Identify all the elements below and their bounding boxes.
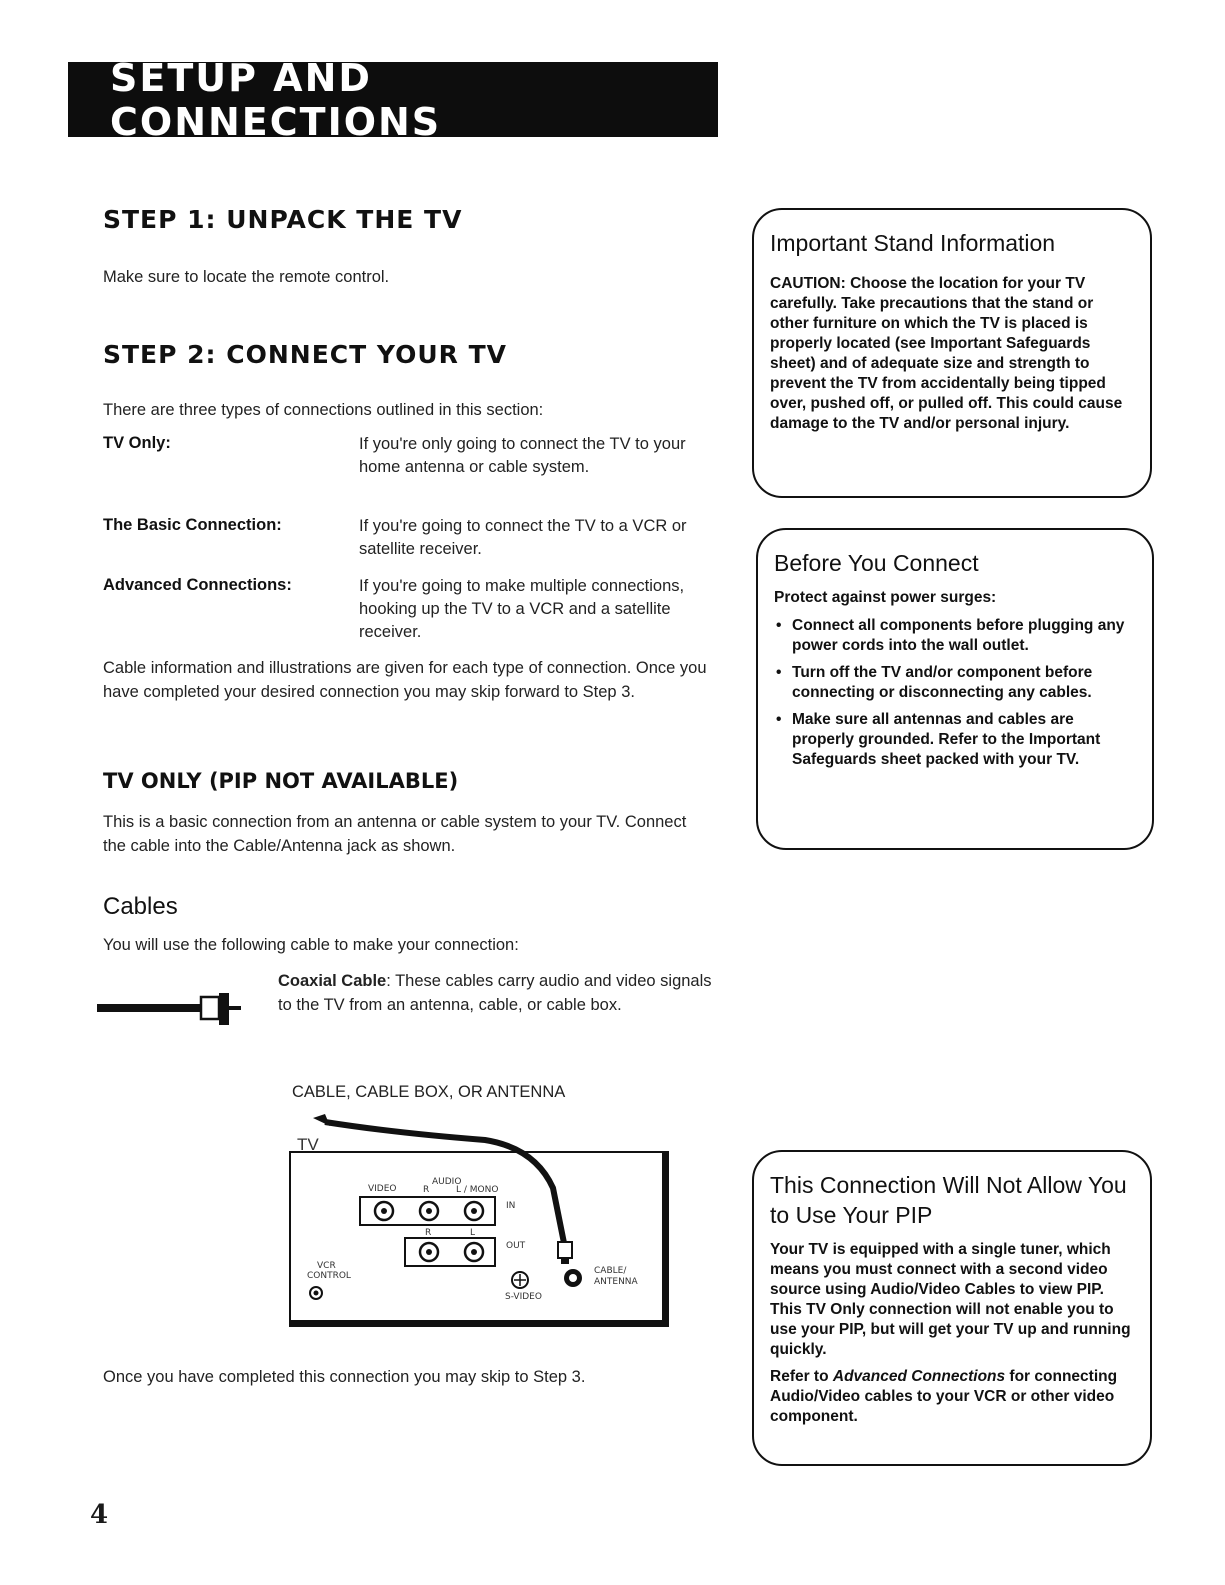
tv-only-text: This is a basic connection from an antenna or cable system to your TV. Connect the cable into the Cable/Antenna jack as shown. (103, 813, 687, 855)
vcr-control-label-2: CONTROL (307, 1271, 351, 1281)
out-label: OUT (506, 1241, 526, 1251)
pip-warning-refer (770, 1367, 1134, 1427)
coax-label: Coaxial Cable (278, 972, 387, 990)
connection-desc-tv-only: If you're only going to connect the TV to your home antenna or cable system. (359, 435, 686, 476)
out-r-label: R (425, 1228, 432, 1238)
step1-heading: STEP 1: UNPACK THE TV (103, 205, 463, 234)
before-connect-list (774, 616, 1136, 770)
connection-label-advanced: Advanced Connections: (103, 576, 292, 594)
video-in-jack-icon (375, 1202, 393, 1220)
stand-info-title: Important Stand Information (770, 230, 1056, 256)
step2-heading: STEP 2: CONNECT YOUR TV (103, 340, 508, 369)
s-video-label: S-VIDEO (505, 1292, 542, 1302)
audio-l-out-jack-icon (465, 1243, 483, 1261)
before-connect-box (756, 528, 1154, 850)
footer-text: Once you have completed this connection you may skip to Step 3. (103, 1368, 586, 1386)
before-connect-title: Before You Connect (774, 550, 979, 576)
section-title: SETUP AND CONNECTIONS (110, 55, 442, 144)
stand-info-box (752, 208, 1152, 498)
list-item: • Turn off the TV and/or component before connecting or disconnecting any cables. (774, 663, 1136, 703)
coax-text: : These cables carry audio and video signals to the TV from an antenna, cable, or cable box. (278, 972, 712, 1014)
list-item: • Connect all components before plugging any power cords into the wall outlet. (774, 616, 1136, 656)
audio-r-in-jack-icon (420, 1202, 438, 1220)
audio-r-out-jack-icon (420, 1243, 438, 1261)
audio-r-label: R (423, 1185, 430, 1195)
out-l-label: L (470, 1228, 476, 1238)
coaxial-cable-icon (97, 985, 247, 1035)
cable-antenna-jack-icon (564, 1269, 582, 1287)
diagram-source-label: CABLE, CABLE BOX, OR ANTENNA (292, 1083, 566, 1101)
cable-antenna-label-2: ANTENNA (594, 1277, 638, 1287)
step2-outro: Cable information and illustrations are given for each type of connection. Once you have completed your desired connection you may skip forward to Step 3. (103, 659, 707, 701)
step2-intro: There are three types of connections outlined in this section: (103, 401, 544, 419)
in-label: IN (506, 1201, 516, 1211)
cables-heading: Cables (103, 893, 178, 920)
audio-l-mono-label: L / MONO (456, 1185, 499, 1195)
refer-link-text: Advanced Connections (832, 1368, 1006, 1385)
tv-label: TV (297, 1135, 319, 1154)
video-label: VIDEO (368, 1184, 397, 1194)
tv-connection-diagram (285, 1108, 680, 1333)
stand-info-text: CAUTION: Choose the location for your TV carefully. Take precautions that the stand or other furniture on which the TV is placed is properly located (see Important Safeguards sheet) and of adequate size and strength to prevent the TV from accidentally being tipped over, pushed off, or pulled off. This could cause damage to the TV and/or personal injury. (770, 275, 1123, 432)
coax-description (278, 969, 718, 1017)
section-banner (68, 55, 718, 144)
list-item: • Make sure all antennas and cables are properly grounded. Refer to the Important Safeguards sheet packed with your TV. (774, 710, 1136, 770)
pip-warning-text: Your TV is equipped with a single tuner, which means you must connect with a second video source using Audio/Video Cables to view PIP. This TV Only connection will not enable you to use your PIP, but will get your TV up and running quickly. (770, 1241, 1131, 1358)
tv-only-heading: TV ONLY (PIP NOT AVAILABLE) (103, 769, 459, 793)
connection-desc-basic: If you're going to connect the TV to a VCR or satellite receiver. (359, 517, 687, 558)
cable-antenna-label-1: CABLE/ (594, 1266, 627, 1276)
page-number: 4 (90, 1500, 109, 1530)
s-video-jack-icon (512, 1272, 528, 1288)
connection-desc-advanced: If you're going to make multiple connections, hooking up the TV to a VCR and a satellite receiver. (359, 577, 685, 641)
audio-l-in-jack-icon (465, 1202, 483, 1220)
vcr-control-jack-icon (310, 1287, 322, 1299)
connection-label-tv-only: TV Only: (103, 434, 171, 452)
pip-warning-box (752, 1150, 1152, 1466)
vcr-control-label-1: VCR (317, 1261, 336, 1271)
refer-prefix: Refer to (770, 1368, 833, 1385)
before-connect-lead: Protect against power surges: (774, 589, 997, 606)
audio-label: AUDIO (432, 1177, 462, 1187)
step1-text: Make sure to locate the remote control. (103, 268, 390, 286)
refer-suffix: for connecting Audio/Video cables to your VCR or other video component. (770, 1368, 1118, 1425)
pip-warning-title: This Connection Will Not Allow You to Use Your PIP (770, 1172, 1127, 1228)
connection-label-basic: The Basic Connection: (103, 516, 282, 534)
cables-intro: You will use the following cable to make your connection: (103, 936, 519, 954)
